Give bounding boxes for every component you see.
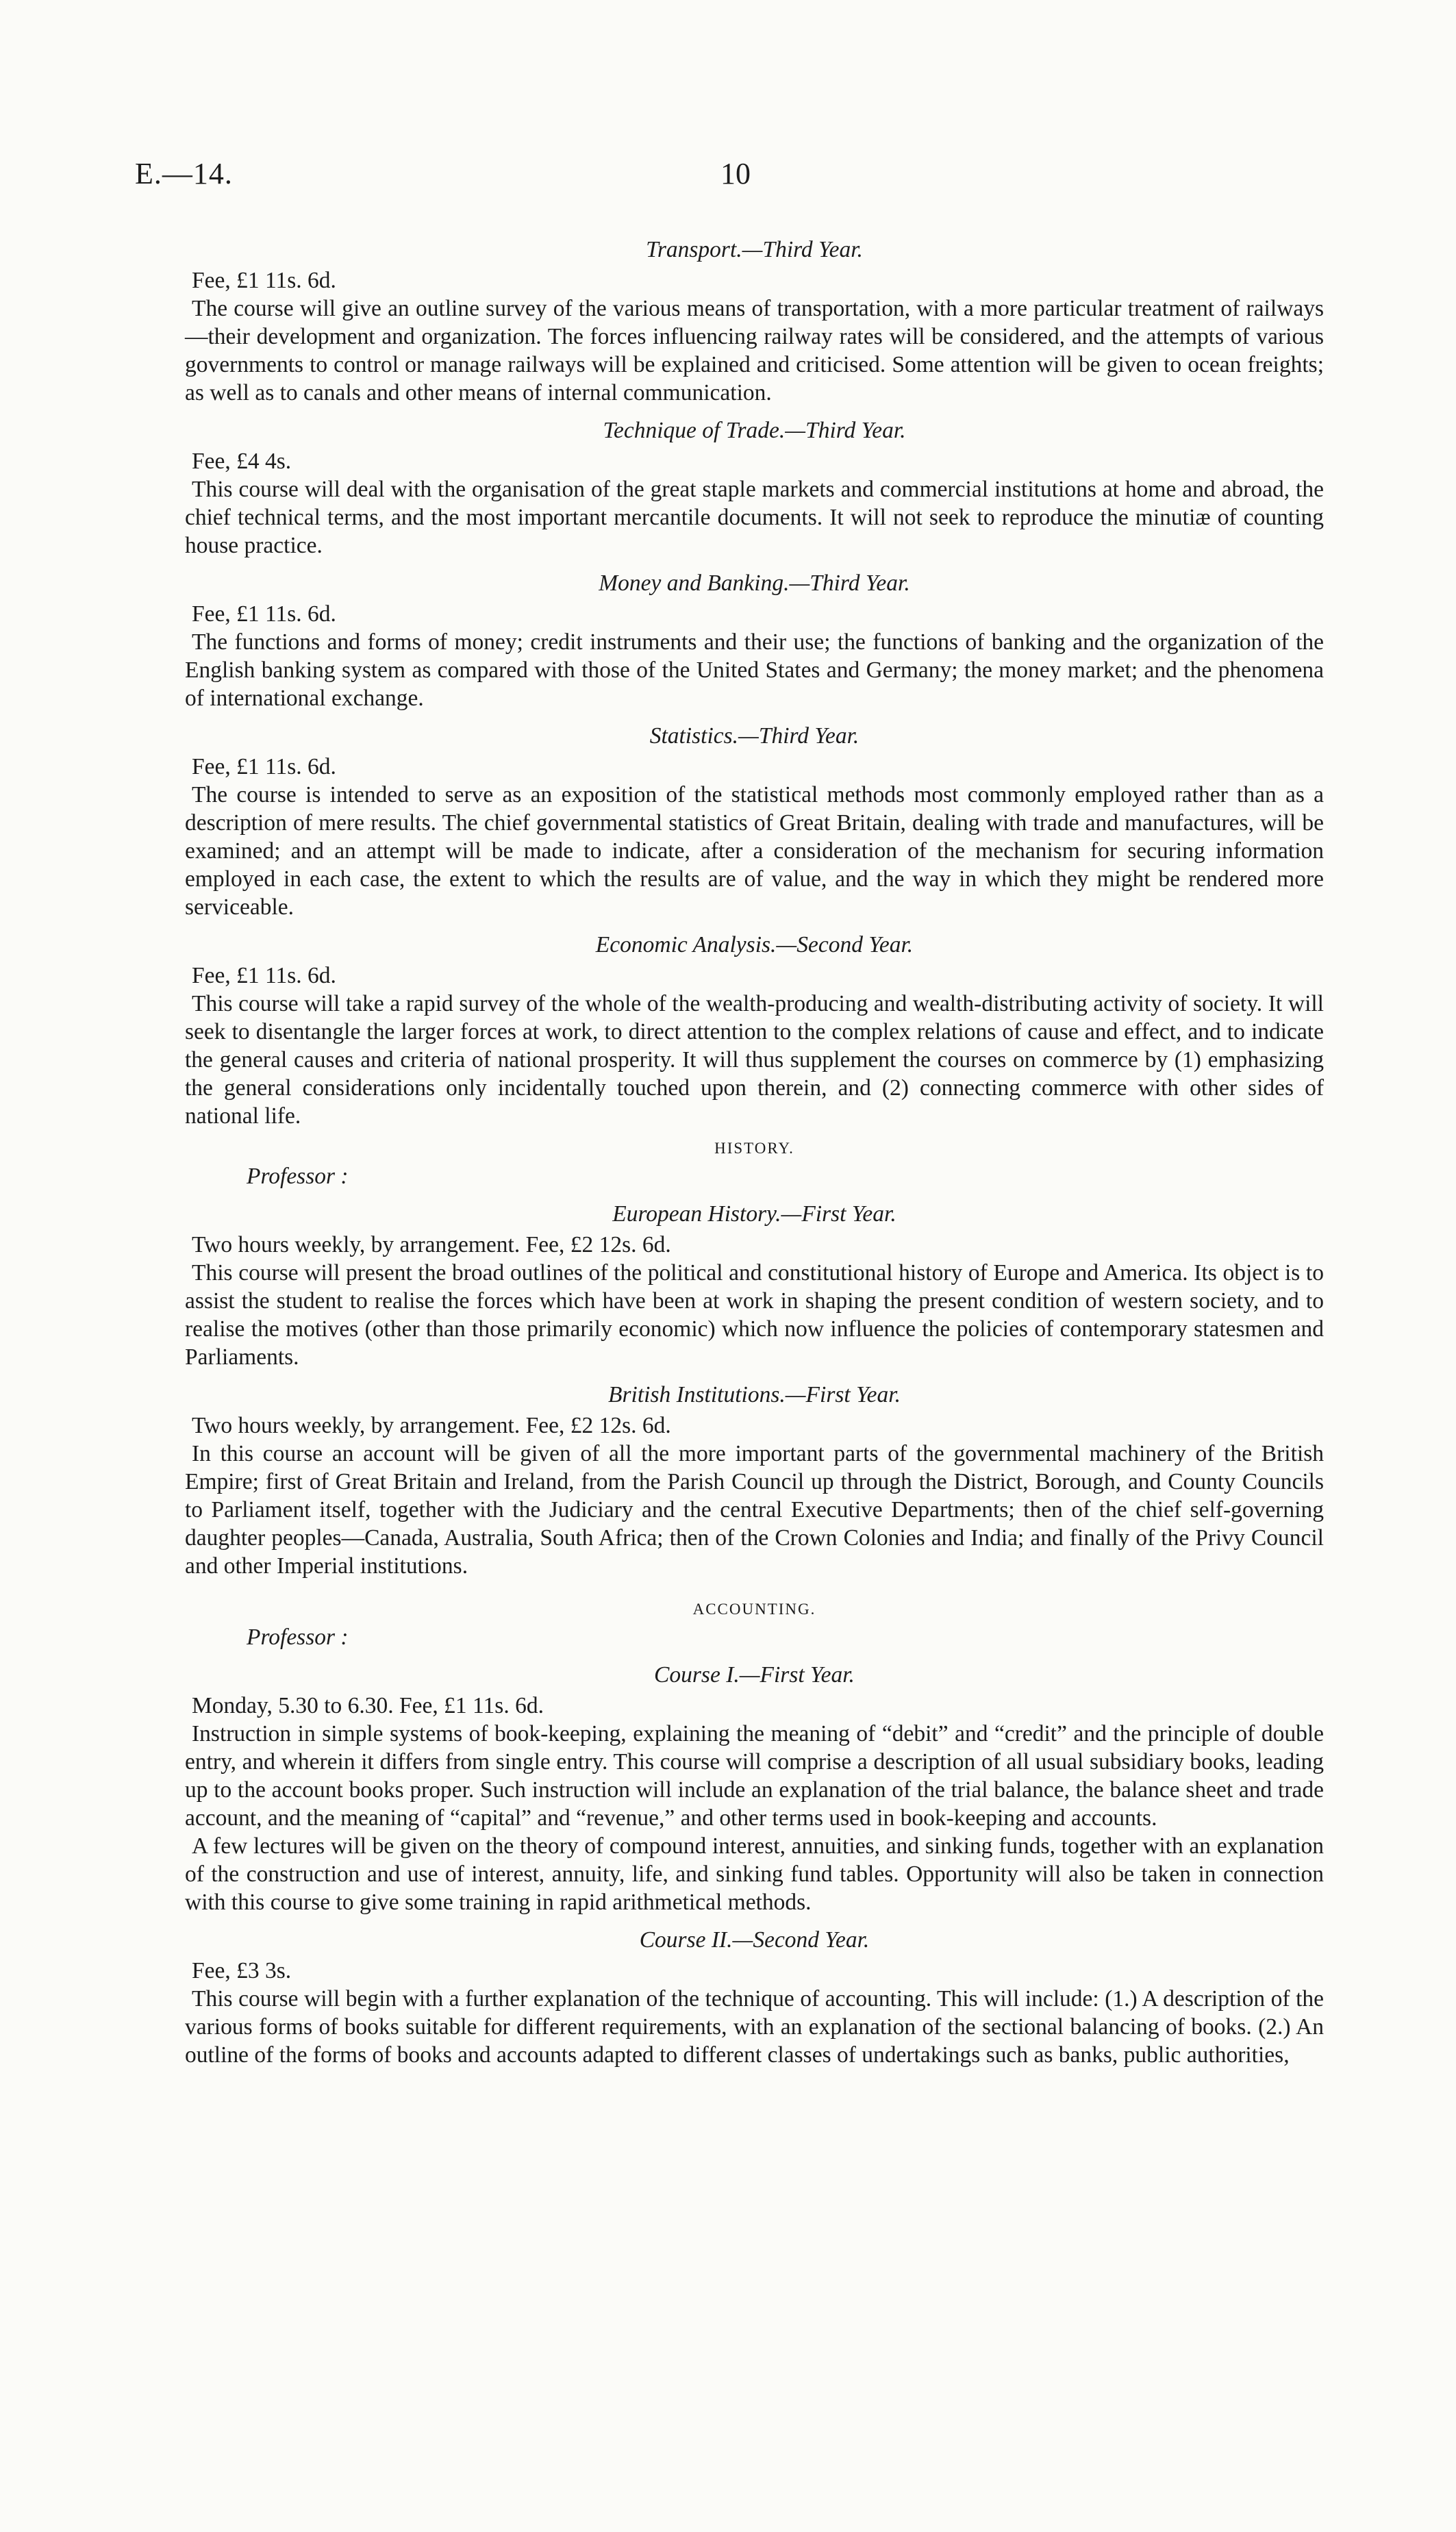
course-fee: Fee, £3 3s. xyxy=(192,1958,292,1983)
course-fee: Fee, £1 11s. 6d. xyxy=(192,601,336,627)
course-description: Instruction in simple systems of book-keeping, explaining the meaning of “debit” and “credit” and the principle of double entry, and wherein it differs from single entry. This course will comprise a description of all usual subsidiary books, leading up to the account books proper. Such instruction will include an explanation of the trial balance, the balance sheet and trade account, and the meaning of “capital” and “revenue,” and other terms used in book-keeping and accounts. xyxy=(185,1721,1324,1831)
course-fee: Fee, £1 11s. 6d. xyxy=(192,268,336,293)
course-description: This course will deal with the organisation of the great staple markets and commercial institutions at home and abroad, the chief technical terms, and the most important mercantile documents. It will not seek to reproduce the minutiæ of counting house practice. xyxy=(185,477,1324,558)
course-description: The course is intended to serve as an exposition of the statistical methods most commonly employed rather than as a description of mere results. The chief governmental statistics of Great Britain, dealing with trade and manufactures, will be examined; and an attempt will be made to indicate, after a consideration of the mechanism for securing information employed in each case, the extent to which the results are of value, and the way in which they might be rendered more serviceable. xyxy=(185,782,1324,920)
course-description: The course will give an outline survey of the various means of transportation, with a more particular treatment of railways—their development and organization. The forces influencing railway rates will be considered, and the attempts of various governments to control or manage railways will be explained and criticised. Some attention will be given to ocean freights; as well as to canals and other means of internal communication. xyxy=(185,296,1324,405)
history-section-title: HISTORY. xyxy=(714,1140,794,1157)
section-heading: Course II.—Second Year. xyxy=(639,1927,870,1953)
page-number: 10 xyxy=(720,157,751,190)
course-fee: Fee, £4 4s. xyxy=(192,449,292,474)
section-heading: Course I.—First Year. xyxy=(654,1662,855,1688)
section-heading: Economic Analysis.—Second Year. xyxy=(595,932,914,957)
course-description: This course will present the broad outlines of the political and constitutional history of Europe and America. Its object is to assist the student to realise the forces which have been at work in shaping the present condition of western society, and to realise the motives (other than those primarily economic) which now influence the policies of contemporary statesmen and Parliaments. xyxy=(185,1260,1324,1370)
course-fee: Two hours weekly, by arrangement. Fee, £2 12s. 6d. xyxy=(192,1413,671,1438)
document-reference: E.—14. xyxy=(135,157,233,190)
course-fee: Fee, £1 11s. 6d. xyxy=(192,754,336,779)
professor-label: Professor : xyxy=(247,1164,349,1189)
section-heading: Money and Banking.—Third Year. xyxy=(599,571,910,596)
section-heading: Technique of Trade.—Third Year. xyxy=(603,418,906,443)
professor-label: Professor : xyxy=(247,1625,349,1650)
course-fee: Two hours weekly, by arrangement. Fee, £2 12s. 6d. xyxy=(192,1232,671,1257)
course-fee: Monday, 5.30 to 6.30. Fee, £1 11s. 6d. xyxy=(192,1693,544,1718)
course-description: The functions and forms of money; credit instruments and their use; the functions of banking and the organization of the English banking system as compared with those of the United States and Germany; the money market; and the phenomena of international exchange. xyxy=(185,629,1324,711)
accounting-section-title: ACCOUNTING. xyxy=(692,1601,816,1618)
course-description: This course will take a rapid survey of the whole of the wealth-producing and wealth-distributing activity of society. It will seek to disentangle the larger forces at work, to direct attention to the complex relations of cause and effect, and to indicate the general causes and criteria of national prosperity. It will thus supplement the courses on commerce by (1) emphasizing the general considerations only incidentally touched upon therein, and (2) connecting commerce with other sides of national life. xyxy=(185,991,1324,1129)
course-fee: Fee, £1 11s. 6d. xyxy=(192,963,336,988)
course-description: This course will begin with a further explanation of the technique of accounting. This will include: (1.) A description of the various forms of books suitable for different requirements, with an explanation of the sectional balancing of books. (2.) An outline of the forms of books and accounts adapted to different classes of undertakings such as banks, public authorities, xyxy=(185,1986,1324,2068)
course-description: A few lectures will be given on the theory of compound interest, annuities, and sinking funds, together with an explanation of the construction and use of interest, annuity, life, and sinking fund tables. Opportunity will also be taken in connection with this course to give some training in rapid arithmetical methods. xyxy=(185,1833,1324,1915)
course-description: In this course an account will be given of all the more important parts of the governmental machinery of the British Empire; first of Great Britain and Ireland, from the Parish Council up through the District, Borough, and County Councils to Parliament itself, together with the Judiciary and the central Executive Departments; then of the chief self-governing daughter peoples—Canada, Australia, South Africa; then of the Crown Colonies and India; and finally of the Privy Council and other Imperial institutions. xyxy=(185,1441,1324,1579)
section-heading: Transport.—Third Year. xyxy=(646,237,863,262)
section-heading: British Institutions.—First Year. xyxy=(608,1382,901,1407)
document-body xyxy=(185,226,1324,2069)
section-heading: European History.—First Year. xyxy=(612,1201,896,1227)
section-heading: Statistics.—Third Year. xyxy=(649,723,859,749)
